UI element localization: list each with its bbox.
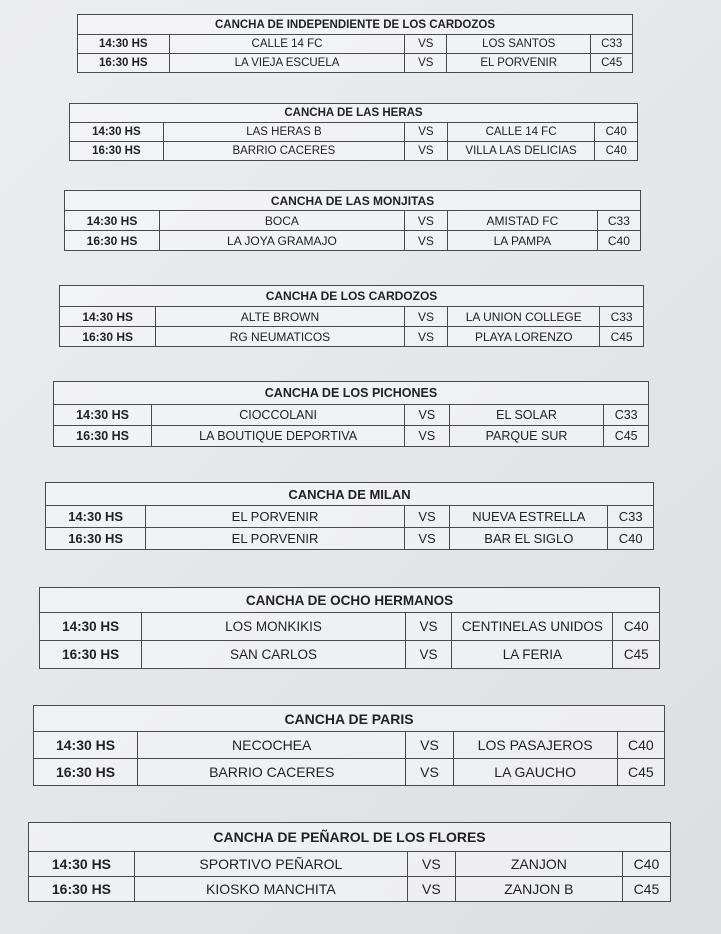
venue-table bbox=[28, 822, 671, 902]
versus-label: VS bbox=[405, 54, 447, 73]
match-time: 14:30 HS bbox=[34, 732, 138, 759]
venue-block bbox=[77, 14, 633, 73]
match-time: 14:30 HS bbox=[54, 405, 152, 426]
venue-header-row bbox=[40, 588, 660, 613]
home-team: EL PORVENIR bbox=[146, 506, 404, 528]
versus-label: VS bbox=[404, 327, 448, 347]
versus-label: VS bbox=[405, 426, 450, 447]
match-row bbox=[65, 211, 641, 231]
match-time: 16:30 HS bbox=[46, 528, 146, 550]
home-team: ALTE BROWN bbox=[156, 307, 404, 327]
venue-header-row bbox=[29, 823, 671, 852]
match-row bbox=[34, 732, 665, 759]
versus-label: VS bbox=[406, 732, 453, 759]
home-team: LA VIEJA ESCUELA bbox=[169, 54, 405, 73]
versus-label: VS bbox=[407, 852, 455, 877]
category-code: C45 bbox=[604, 426, 649, 447]
match-row bbox=[65, 231, 641, 251]
away-team: BAR EL SIGLO bbox=[450, 528, 608, 550]
home-team: LA BOUTIQUE DEPORTIVA bbox=[152, 426, 405, 447]
category-code: C33 bbox=[604, 405, 649, 426]
versus-label: VS bbox=[404, 528, 450, 550]
venue-block bbox=[69, 103, 638, 161]
versus-label: VS bbox=[405, 641, 452, 669]
match-row bbox=[46, 528, 654, 550]
versus-label: VS bbox=[404, 307, 448, 327]
venue-block bbox=[28, 822, 671, 902]
versus-label: VS bbox=[404, 506, 450, 528]
category-code: C33 bbox=[608, 506, 654, 528]
versus-label: VS bbox=[404, 211, 447, 231]
venue-table bbox=[64, 190, 641, 251]
home-team: SAN CARLOS bbox=[142, 641, 406, 669]
venue-block bbox=[45, 482, 654, 550]
home-team: LOS MONKIKIS bbox=[142, 613, 406, 641]
away-team: AMISTAD FC bbox=[448, 211, 598, 231]
home-team: EL PORVENIR bbox=[146, 528, 404, 550]
match-time: 14:30 HS bbox=[29, 852, 135, 877]
away-team: EL PORVENIR bbox=[447, 54, 591, 73]
home-team: LAS HERAS B bbox=[163, 123, 404, 142]
match-time: 16:30 HS bbox=[29, 877, 135, 902]
category-code: C45 bbox=[600, 327, 644, 347]
venue-title: CANCHA DE INDEPENDIENTE DE LOS CARDOZOS bbox=[78, 15, 633, 35]
home-team: SPORTIVO PEÑAROL bbox=[134, 852, 407, 877]
venue-block bbox=[33, 705, 665, 786]
venue-table bbox=[39, 587, 660, 669]
home-team: BOCA bbox=[160, 211, 405, 231]
home-team: BARRIO CACERES bbox=[163, 142, 404, 161]
venue-block bbox=[59, 285, 644, 347]
venue-header-row bbox=[34, 706, 665, 732]
venue-block bbox=[53, 381, 649, 447]
away-team: LA FERIA bbox=[452, 641, 613, 669]
venue-table bbox=[33, 705, 665, 786]
versus-label: VS bbox=[405, 35, 447, 54]
venue-header-row bbox=[46, 483, 654, 506]
category-code: C45 bbox=[613, 641, 660, 669]
away-team: ZANJON B bbox=[455, 877, 622, 902]
away-team: LA GAUCHO bbox=[453, 759, 617, 786]
match-time: 16:30 HS bbox=[54, 426, 152, 447]
category-code: C40 bbox=[613, 613, 660, 641]
away-team: LA PAMPA bbox=[448, 231, 598, 251]
versus-label: VS bbox=[405, 142, 448, 161]
venue-table bbox=[77, 14, 633, 73]
category-code: C33 bbox=[591, 35, 633, 54]
home-team: CIOCCOLANI bbox=[152, 405, 405, 426]
category-code: C45 bbox=[622, 877, 670, 902]
category-code: C45 bbox=[617, 759, 664, 786]
category-code: C40 bbox=[595, 142, 638, 161]
category-code: C33 bbox=[600, 307, 644, 327]
match-row bbox=[29, 852, 671, 877]
category-code: C40 bbox=[595, 123, 638, 142]
away-team: VILLA LAS DELICIAS bbox=[447, 142, 595, 161]
venue-title: CANCHA DE LOS CARDOZOS bbox=[60, 286, 644, 307]
home-team: NECOCHEA bbox=[138, 732, 406, 759]
match-row bbox=[60, 327, 644, 347]
home-team: LA JOYA GRAMAJO bbox=[160, 231, 405, 251]
category-code: C40 bbox=[597, 231, 640, 251]
venue-table bbox=[45, 482, 654, 550]
match-time: 16:30 HS bbox=[40, 641, 142, 669]
venue-table bbox=[69, 103, 638, 161]
match-row bbox=[29, 877, 671, 902]
match-row bbox=[40, 613, 660, 641]
match-time: 16:30 HS bbox=[78, 54, 170, 73]
versus-label: VS bbox=[407, 877, 455, 902]
category-code: C40 bbox=[617, 732, 664, 759]
versus-label: VS bbox=[404, 231, 447, 251]
away-team: NUEVA ESTRELLA bbox=[450, 506, 608, 528]
venue-title: CANCHA DE LAS HERAS bbox=[70, 104, 638, 123]
category-code: C40 bbox=[608, 528, 654, 550]
match-row bbox=[34, 759, 665, 786]
home-team: KIOSKO MANCHITA bbox=[134, 877, 407, 902]
venue-title: CANCHA DE OCHO HERMANOS bbox=[40, 588, 660, 613]
away-team: CENTINELAS UNIDOS bbox=[452, 613, 613, 641]
match-time: 14:30 HS bbox=[78, 35, 170, 54]
venue-title: CANCHA DE MILAN bbox=[46, 483, 654, 506]
home-team: CALLE 14 FC bbox=[169, 35, 405, 54]
match-row bbox=[54, 426, 649, 447]
away-team: LOS PASAJEROS bbox=[453, 732, 617, 759]
away-team: PARQUE SUR bbox=[449, 426, 604, 447]
match-row bbox=[54, 405, 649, 426]
versus-label: VS bbox=[406, 759, 453, 786]
venue-block bbox=[39, 587, 660, 669]
versus-label: VS bbox=[405, 405, 450, 426]
away-team: LOS SANTOS bbox=[447, 35, 591, 54]
match-time: 14:30 HS bbox=[46, 506, 146, 528]
away-team: LA UNION COLLEGE bbox=[448, 307, 600, 327]
match-time: 16:30 HS bbox=[65, 231, 160, 251]
versus-label: VS bbox=[405, 123, 448, 142]
venue-header-row bbox=[54, 382, 649, 405]
match-row bbox=[46, 506, 654, 528]
versus-label: VS bbox=[405, 613, 452, 641]
venue-header-row bbox=[70, 104, 638, 123]
venue-header-row bbox=[78, 15, 633, 35]
away-team: PLAYA LORENZO bbox=[448, 327, 600, 347]
match-time: 16:30 HS bbox=[70, 142, 164, 161]
away-team: ZANJON bbox=[455, 852, 622, 877]
away-team: EL SOLAR bbox=[449, 405, 604, 426]
away-team: CALLE 14 FC bbox=[447, 123, 595, 142]
category-code: C33 bbox=[597, 211, 640, 231]
match-time: 14:30 HS bbox=[70, 123, 164, 142]
match-time: 14:30 HS bbox=[65, 211, 160, 231]
venue-header-row bbox=[60, 286, 644, 307]
venue-title: CANCHA DE PEÑAROL DE LOS FLORES bbox=[29, 823, 671, 852]
match-row bbox=[70, 142, 638, 161]
venue-header-row bbox=[65, 191, 641, 211]
match-time: 14:30 HS bbox=[40, 613, 142, 641]
match-row bbox=[40, 641, 660, 669]
match-row bbox=[60, 307, 644, 327]
venue-table bbox=[53, 381, 649, 447]
match-row bbox=[78, 35, 633, 54]
home-team: BARRIO CACERES bbox=[138, 759, 406, 786]
category-code: C45 bbox=[591, 54, 633, 73]
category-code: C40 bbox=[622, 852, 670, 877]
home-team: RG NEUMATICOS bbox=[156, 327, 404, 347]
venue-block bbox=[64, 190, 641, 251]
match-row bbox=[70, 123, 638, 142]
venue-title: CANCHA DE LAS MONJITAS bbox=[65, 191, 641, 211]
venue-table bbox=[59, 285, 644, 347]
match-time: 14:30 HS bbox=[60, 307, 156, 327]
match-time: 16:30 HS bbox=[34, 759, 138, 786]
match-time: 16:30 HS bbox=[60, 327, 156, 347]
venue-title: CANCHA DE PARIS bbox=[34, 706, 665, 732]
venue-title: CANCHA DE LOS PICHONES bbox=[54, 382, 649, 405]
match-row bbox=[78, 54, 633, 73]
